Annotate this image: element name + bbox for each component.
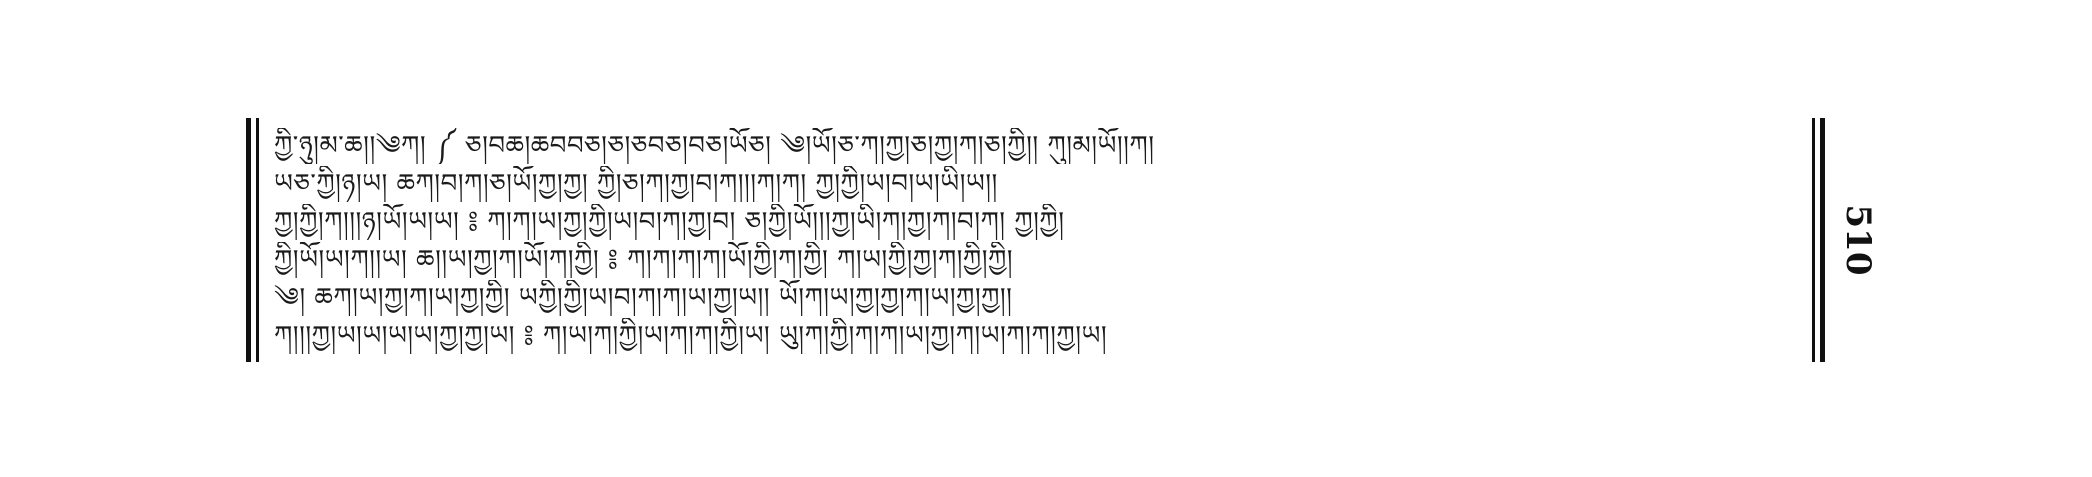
right-border-rule-inner <box>1812 118 1815 362</box>
tibetan-text-block <box>274 128 1799 354</box>
text-line-1: ཀྱི་ཉུ།མ་ཆ།།༄ཀ། ༼ ཅ།བཆ།ཆབབཅ།ཅ།ཅབཅ།བཅ།ཡོཅ། ༄།ཡོ།ཅ་ཀ།ཀྱ།ཅ།ཀྱ།ཀ།ཅ།ཀྱི།། ཀུ།མ།ཡོ།།ཀ། <box>274 131 1155 161</box>
left-border-rule-inner <box>256 118 259 362</box>
right-border-rule-outer <box>1820 118 1825 362</box>
text-line-6: ཀ།།།ཀྱ།ཡ།ཡ།ཡ།ཡ།ཀྱ།ཀྱ།ཡ། ༔ ཀ།ཡ།ཀ།ཀྱི།ཡ།ཀ།ཀ།ཀྱི།ཡ། ཡུ།ཀ།ཀྱི།ཀ།ཀ།ཡ།ཀྱ།ཀ།ཡ།ཀ།ཀ།ཀྱ།ཡ། <box>274 321 1108 351</box>
text-line-5: ༄། ཆཀ།ཡ།ཀྱ།ཀ།ཡ།ཀྱ།ཀྱི། ཡཀྱི།ཀྱི།ཡ།བ།ཀ།ཀ།ཡ།ཀྱ།ཡ།། ཡོ།ཀ།ཡ།ཀྱ།ཀྱ།ཀ།ཡ།ཀྱ།ཀྱ།། <box>274 283 1013 313</box>
folio-frame <box>246 118 1878 362</box>
left-border-rule-outer <box>246 118 251 362</box>
text-line-2: ཡཅ་ཀྱི།ཉ།ཡ། ཆཀ།བ།ཀ།ཅ།ཡོ།ཀྱ།ཀྱ། ཀྱི།ཅ།ཀ།ཀྱ།བ།ཀ།།།ཀ།ཀ། ཀྱ།ཀྱི།ཡ།བ།ཡ།ཡི།ཡ།། <box>274 169 998 199</box>
page-number-label: 510 <box>1838 204 1878 276</box>
page-number <box>1838 204 1878 276</box>
text-line-4: ཀྱི།ཡོ།ཡ།ཀ།།ཡ། ཆ།།ཡ།ཀྱ།ཀ།ཡོ།ཀ།ཀྱི། ༔ ཀ།ཀ།ཀ།ཀ།ཡོ།ཀྱི།ཀ།ཀྱི། ཀ།ཡ།ཀྱི།ཀྱ།ཀ།ཀྱི།ཀྱི། <box>274 245 1014 275</box>
text-line-3: ཀྱ།ཀྱི།ཀ།།།ཉ།ཡོ།ཡ།ཡ། ༔ ཀ།ཀ།ཡ།ཀྱ།ཀྱི།ཡ།བ།ཀ།ཀྱ།བ། ཅ།ཀྱི།ཡོ།།།ཀྱ།ཡི།ཀ།ཀྱ།ཀ།བ།ཀ། ཀྱ།ཀྱི། <box>274 207 1065 237</box>
